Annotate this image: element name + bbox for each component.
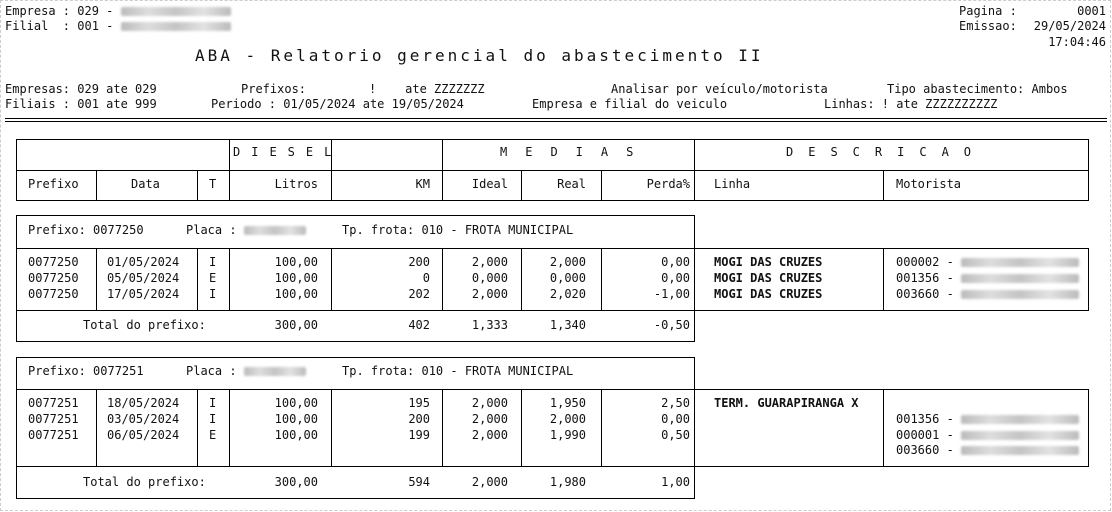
filter-prefixos-value: ! ate ZZZZZZZ [369,82,485,96]
empresa-line [5,4,231,18]
motorista-code: 001356 - [896,412,954,426]
cell-real: 2,020 [549,287,586,301]
col-divider [694,248,695,311]
motorista-code: 000002 - [896,255,954,269]
cell-data: 01/05/2024 [107,255,180,269]
motorista-code: 000001 - [896,428,954,442]
col-divider [197,389,198,467]
filial-name-redacted [121,22,231,31]
cell-litros: 100,00 [274,255,318,269]
empresa-label: Empresa : 029 - [5,4,114,18]
col-divider [197,248,198,311]
filter-filiais: Filiais : 001 ate 999 [5,97,157,111]
report-title: ABA - Relatorio gerencial do abastecimento II [195,46,764,65]
cell-ideal: 2,000 [471,428,508,442]
cell-t: I [209,412,217,426]
placa-redacted [244,226,306,235]
col-divider [96,248,97,311]
col-divider [229,139,230,201]
cell-motorista [896,255,1079,269]
motorista-code: 003660 - [896,443,954,457]
cell-km: 195 [408,396,430,410]
group-prefixo-label: Prefixo: 0077251 [28,364,144,378]
col-litros: Litros [274,177,318,191]
col-perda: Perda% [646,177,690,191]
filial-label: Filial : 001 - [5,19,114,33]
cell-litros: 100,00 [274,428,318,442]
col-divider [197,170,198,201]
col-km: KM [415,177,430,191]
group-tp-frota: Tp. frota: 010 - FROTA MUNICIPAL [342,364,574,378]
col-divider [883,248,884,311]
group-descricao-header: DESCRICAO [786,145,987,159]
cell-motorista [896,443,1079,457]
cell-data: 05/05/2024 [107,271,180,285]
cell-t: I [209,255,217,269]
total-label: Total do prefixo: [83,475,206,489]
group-diesel-header: DIESEL [233,145,343,159]
placa-label: Placa : [186,364,237,378]
cell-linha: MOGI DAS CRUZES [714,271,823,285]
col-data: Data [131,177,160,191]
total-perda: -0,50 [653,318,690,332]
cell-ideal: 2,000 [471,412,508,426]
cell-perda: 0,00 [661,255,690,269]
cell-perda: -1,00 [653,287,690,301]
filter-empresa-filial: Empresa e filial do veiculo [532,97,728,111]
cell-litros: 100,00 [274,396,318,410]
total-litros: 300,00 [274,318,318,332]
cell-real: 1,990 [549,428,586,442]
col-divider [442,139,443,201]
pagina-label: Pagina : [959,4,1017,18]
cell-linha: MOGI DAS CRUZES [714,287,823,301]
motorista-name-redacted [961,274,1079,283]
total-perda: 1,00 [661,475,690,489]
col-divider [883,389,884,467]
total-label: Total do prefixo: [83,318,206,332]
col-divider [694,139,695,201]
cell-data: 18/05/2024 [107,396,180,410]
cell-km: 200 [408,412,430,426]
empresa-name-redacted [121,7,231,16]
cell-ideal: 0,000 [471,271,508,285]
cell-litros: 100,00 [274,412,318,426]
col-divider [601,248,602,311]
cell-real: 1,950 [549,396,586,410]
cell-km: 200 [408,255,430,269]
motorista-name-redacted [961,415,1079,424]
cell-prefixo: 0077250 [28,255,79,269]
cell-prefixo: 0077250 [28,287,79,301]
col-divider [694,389,695,467]
group-medias-header: MEDIAS [500,145,652,159]
cell-litros: 100,00 [274,287,318,301]
col-divider [883,170,884,201]
cell-real: 0,000 [549,271,586,285]
motorista-code: 003660 - [896,287,954,301]
col-real: Real [557,177,586,191]
cell-linha: TERM. GUARAPIRANGA X [714,396,859,410]
filial-line [5,19,231,33]
cell-data: 06/05/2024 [107,428,180,442]
emissao-time: 17:04:46 [1048,35,1106,49]
cell-prefixo: 0077251 [28,428,79,442]
total-litros: 300,00 [274,475,318,489]
motorista-name-redacted [961,258,1079,267]
col-divider [331,248,332,311]
cell-perda: 0,00 [661,271,690,285]
column-header-mid-line [16,170,1089,171]
filter-analisar: Analisar por veículo/motorista [611,82,828,96]
cell-real: 2,000 [549,412,586,426]
cell-t: E [209,428,217,442]
col-linha: Linha [714,177,751,191]
cell-prefixo: 0077251 [28,412,79,426]
col-divider [601,170,602,201]
filter-tipo: Tipo abastecimento: Ambos [887,82,1068,96]
col-divider [442,389,443,467]
placa-label: Placa : [186,223,237,237]
cell-prefixo: 0077250 [28,271,79,285]
placa-redacted [244,367,306,376]
emissao-value: 29/05/2024 [1033,19,1106,33]
cell-perda: 2,50 [661,396,690,410]
col-prefixo: Prefixo [28,177,79,191]
col-divider [229,248,230,311]
col-divider [96,389,97,467]
cell-t: E [209,271,217,285]
total-ideal: 2,000 [471,475,508,489]
col-divider [96,170,97,201]
col-divider [521,389,522,467]
group-prefixo-label: Prefixo: 0077250 [28,223,144,237]
filter-empresas: Empresas: 029 ate 029 [5,82,157,96]
total-km: 594 [408,475,430,489]
col-divider [442,248,443,311]
cell-real: 2,000 [549,255,586,269]
divider-top [5,118,1107,119]
col-divider [229,389,230,467]
cell-t: I [209,396,217,410]
cell-prefixo: 0077251 [28,396,79,410]
col-t: T [209,177,217,191]
cell-ideal: 2,000 [471,396,508,410]
col-ideal: Ideal [471,177,508,191]
cell-linha: MOGI DAS CRUZES [714,255,823,269]
total-ideal: 1,333 [471,318,508,332]
col-divider [521,248,522,311]
pagina-value: 0001 [1077,4,1106,18]
col-divider [331,389,332,467]
cell-motorista [896,271,1079,285]
cell-ideal: 2,000 [471,287,508,301]
cell-km: 202 [408,287,430,301]
filter-linhas: Linhas: ! ate ZZZZZZZZZZ [824,97,998,111]
cell-litros: 100,00 [274,271,318,285]
cell-motorista [896,287,1079,301]
col-divider [521,170,522,201]
filter-periodo: Periodo : 01/05/2024 ate 19/05/2024 [211,97,464,111]
total-real: 1,980 [549,475,586,489]
cell-data: 03/05/2024 [107,412,180,426]
filter-prefixos-label: Prefixos: [241,82,307,96]
cell-data: 17/05/2024 [107,287,180,301]
motorista-name-redacted [961,446,1079,455]
cell-km: 0 [422,271,430,285]
cell-ideal: 2,000 [471,255,508,269]
total-real: 1,340 [549,318,586,332]
group-placa [186,364,306,378]
cell-motorista [896,428,1079,442]
emissao-label: Emissao: [959,19,1017,33]
cell-km: 199 [408,428,430,442]
motorista-code: 001356 - [896,271,954,285]
col-divider [601,389,602,467]
group-placa [186,223,306,237]
motorista-name-redacted [961,431,1079,440]
cell-perda: 0,50 [661,428,690,442]
total-km: 402 [408,318,430,332]
cell-motorista [896,412,1079,426]
motorista-name-redacted [961,290,1079,299]
group-tp-frota: Tp. frota: 010 - FROTA MUNICIPAL [342,223,574,237]
divider-bottom [5,121,1107,122]
cell-t: I [209,287,217,301]
col-motorista: Motorista [896,177,962,191]
cell-perda: 0,00 [661,412,690,426]
